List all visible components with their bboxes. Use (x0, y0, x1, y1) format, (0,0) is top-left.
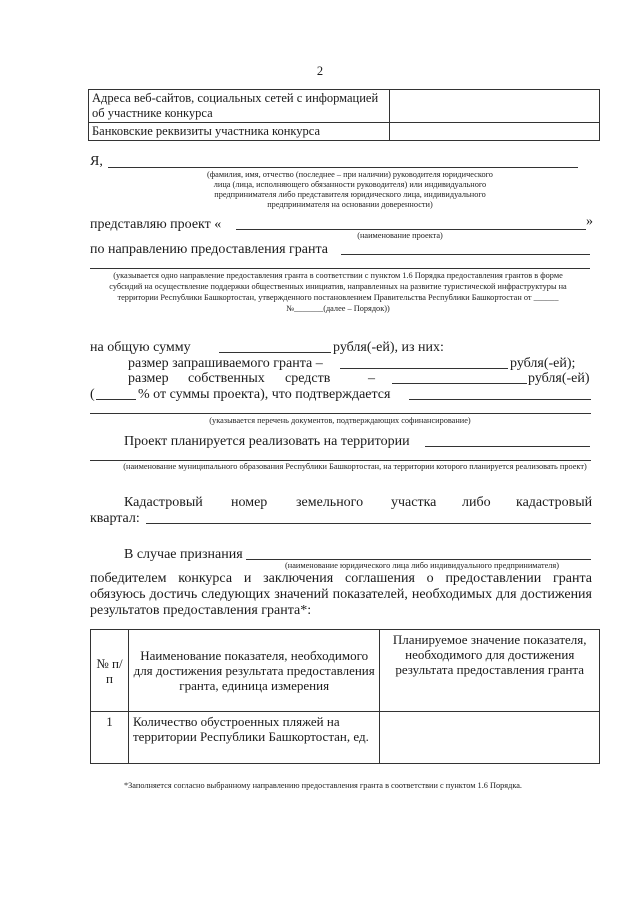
cadastral-word-6: кадастровый (516, 495, 593, 510)
percent-text: % от суммы проекта), что подтверждается (138, 387, 391, 402)
indicators-table (90, 629, 600, 764)
direction-label: по направлению предоставления гранта (90, 242, 328, 257)
table-cell-label: Банковские реквизиты участника конкурса (89, 123, 390, 141)
cadastral-word-2: номер (231, 495, 268, 510)
winner-fill-line (246, 559, 591, 560)
territory-hint: (наименование муниципального образования Республики Башкортостан, на территории которого планируется реализовать проект) (123, 462, 587, 471)
cadastral-fill-line (146, 523, 591, 524)
winner-prefix: В случае признания (124, 547, 243, 562)
own-funds-word-3: средств (285, 371, 331, 386)
percent-open: ( (90, 387, 95, 402)
territory-fill-line (425, 446, 590, 447)
table-cell-label: Адреса веб-сайтов, социальных сетей с информацией об участнике конкурса (89, 90, 390, 123)
row-indicator-name: Количество обустроенных пляжей на территории Республики Башкортостан, ед. (128, 712, 379, 764)
winner-hint: (наименование юридического лица либо индивидуального предпринимателя) (285, 561, 559, 570)
row-planned-value (380, 712, 600, 764)
project-suffix: » (586, 214, 593, 229)
header-number: № п/п (91, 630, 129, 712)
grant-size-fill-line (340, 368, 508, 369)
table-header-row (91, 630, 600, 712)
project-fill-line (236, 229, 586, 230)
cadastral-quarter-label: квартал: (90, 511, 140, 526)
table-cell-value (390, 90, 600, 123)
i-prefix: Я, (90, 154, 103, 169)
page-number: 2 (316, 64, 324, 78)
participant-info-table (88, 89, 600, 141)
confirm-fill-line-2 (90, 413, 591, 414)
cadastral-word-3: земельного (296, 495, 364, 510)
cofinancing-hint: (указывается перечень документов, подтверждающих софинансирование) (209, 416, 471, 425)
territory-fill-line-2 (90, 460, 591, 461)
table-row (89, 90, 600, 123)
cadastral-word-4: участка (391, 495, 437, 510)
direction-fill-line (341, 254, 590, 255)
row-number: 1 (91, 712, 129, 764)
cadastral-word-5: либо (462, 495, 491, 510)
own-funds-word-2: собственных (188, 371, 265, 386)
name-fill-line (108, 167, 578, 168)
confirm-fill-line (409, 399, 591, 400)
project-hint: (наименование проекта) (357, 231, 443, 240)
direction-fill-line-2 (90, 268, 590, 269)
own-funds-dash: – (368, 371, 375, 386)
header-planned-value: Планируемое значение показателя, необходимого для достижения результата предоставления гранта (380, 630, 600, 712)
footnote: *Заполняется согласно выбранному направлению предоставления гранта в соответствии с пунктом 1.6 Порядка. (124, 781, 522, 790)
direction-hint: (указывается одно направление предоставления гранта в соответствии с пунктом 1.6 Порядка предоставления грантов в форме субсидий на осуществление поддержки общественных инициатив, направленных на развитие туристической инфраструктуры на территории Республики Башкортостан, утвержденного постановлением Правительства Республики Башкортостан от ______ №_______(далее – Порядок)) (109, 271, 567, 313)
own-funds-word-1: размер (128, 371, 169, 386)
territory-label: Проект планируется реализовать на территории (124, 434, 410, 449)
name-hint: (фамилия, имя, отчество (последнее – при наличии) руководителя юридического лица (лица, исполняющего обязанности руководителя) или индивидуального предпринимателя либо представителя юридического лица, индивидуального предпринимателя на основании доверенности) (207, 170, 493, 209)
table-row (89, 123, 600, 141)
project-prefix: представляю проект « (90, 217, 222, 232)
grant-size-label: размер запрашиваемого гранта – (128, 356, 323, 371)
table-cell-value (390, 123, 600, 141)
grant-size-suffix: рубля(-ей); (510, 356, 576, 371)
total-sum-label: на общую сумму (90, 340, 191, 355)
cadastral-word-1: Кадастровый (124, 495, 203, 510)
own-funds-fill-line (392, 383, 527, 384)
percent-fill-line (96, 399, 136, 400)
header-indicator-name: Наименование показателя, необходимого для достижения результата предоставления гранта, единица измерения (128, 630, 379, 712)
total-sum-suffix: рубля(-ей), из них: (333, 340, 444, 355)
winner-text: победителем конкурса и заключения соглашения о предоставлении гранта обязуюсь достичь следующих значений показателей, необходимых для достижения результатов предоставления гранта*: (90, 571, 592, 618)
table-row (91, 712, 600, 764)
total-sum-fill-line (219, 352, 331, 353)
own-funds-suffix: рубля(-ей) (528, 371, 590, 386)
